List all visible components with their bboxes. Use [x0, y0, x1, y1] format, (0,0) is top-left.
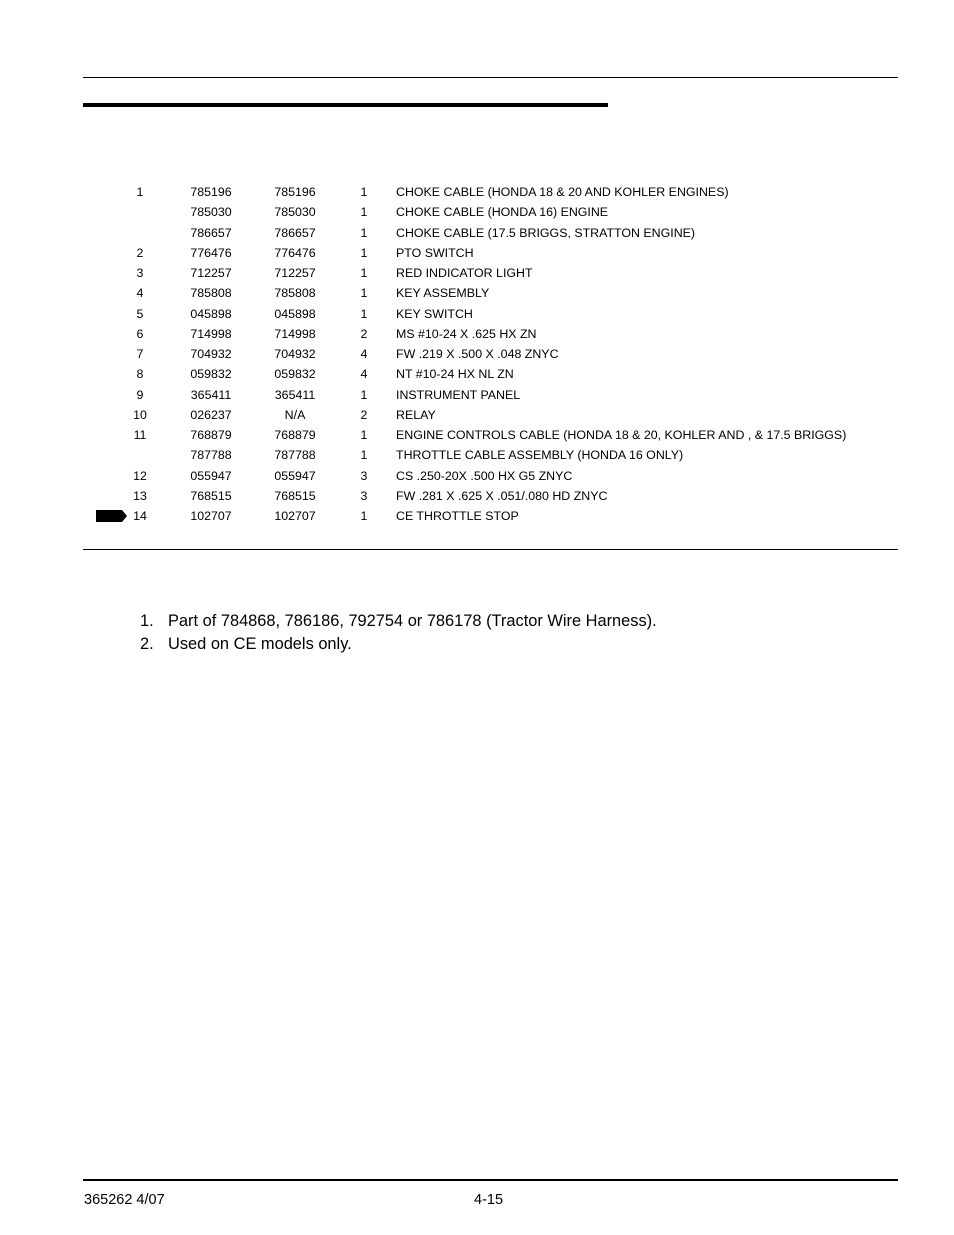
ref-number: 7	[136, 347, 144, 362]
footer-rule	[83, 1179, 898, 1181]
quantity: 1	[360, 225, 368, 240]
quantity: 1	[360, 286, 368, 301]
parts-row	[83, 506, 898, 526]
quantity: 1	[360, 448, 368, 463]
part-number: 785808	[190, 286, 232, 301]
part-number-alt: 785196	[274, 185, 316, 199]
quantity: 1	[360, 306, 368, 321]
part-number-alt: 786657	[274, 225, 316, 240]
description: CE THROTTLE STOP	[396, 509, 519, 524]
parts-row	[83, 304, 898, 324]
part-number: 768515	[190, 488, 232, 503]
parts-row	[83, 263, 898, 283]
part-number: 787788	[190, 448, 232, 463]
ref-number: 11	[133, 428, 147, 443]
parts-row	[83, 405, 898, 425]
part-number-alt: 776476	[274, 245, 316, 260]
description: RED INDICATOR LIGHT	[396, 266, 533, 281]
quantity: 2	[360, 407, 368, 422]
parts-row	[83, 486, 898, 506]
parts-row	[83, 283, 898, 303]
description: KEY SWITCH	[396, 306, 473, 321]
description: CHOKE CABLE (17.5 BRIGGS, STRATTON ENGINE)	[396, 225, 696, 240]
quantity: 2	[360, 326, 368, 341]
table-bottom-rule	[83, 549, 898, 550]
part-number-alt: 059832	[274, 367, 316, 382]
ref-number: 8	[136, 367, 144, 382]
parts-row	[83, 385, 898, 405]
ref-number: 5	[136, 306, 144, 321]
parts-row	[83, 182, 898, 202]
note-text: Used on CE models only.	[168, 634, 352, 653]
part-number: 704932	[190, 347, 232, 362]
part-number: 365411	[190, 387, 232, 402]
quantity: 1	[360, 205, 368, 220]
part-number-alt: 045898	[274, 306, 316, 321]
quantity: 3	[360, 468, 368, 483]
description: CHOKE CABLE (HONDA 18 & 20 AND KOHLER ENGINES)	[396, 185, 729, 199]
ref-number: 3	[136, 266, 144, 281]
description: CHOKE CABLE (HONDA 16) ENGINE	[396, 205, 609, 220]
part-number-alt: 102707	[274, 509, 316, 524]
part-number: 059832	[190, 367, 232, 382]
part-number: 768879	[190, 428, 232, 443]
part-number: 045898	[190, 306, 232, 321]
part-number: 055947	[190, 468, 232, 483]
parts-row	[83, 223, 898, 243]
part-number-alt: 768879	[274, 428, 316, 443]
ref-number: 2	[136, 245, 144, 260]
parts-row	[83, 344, 898, 364]
parts-row	[83, 466, 898, 486]
parts-row	[83, 364, 898, 384]
part-number: 712257	[190, 266, 232, 281]
part-number-alt: 785808	[274, 286, 316, 301]
document-id: 365262 4/07	[84, 1192, 165, 1208]
quantity: 1	[360, 387, 368, 402]
part-number: 776476	[190, 245, 232, 260]
note-item	[140, 633, 657, 656]
part-number: 714998	[190, 326, 232, 341]
note-item	[140, 610, 657, 633]
part-number-alt: 787788	[274, 448, 316, 463]
ref-number: 14	[133, 509, 147, 524]
part-number-alt: 768515	[274, 488, 316, 503]
ref-number: 13	[133, 488, 147, 503]
note-number: 1.	[140, 612, 154, 630]
part-number-alt: 055947	[274, 468, 316, 483]
parts-row	[83, 243, 898, 263]
description: FW .219 X .500 X .048 ZNYC	[396, 347, 559, 362]
parts-row	[83, 324, 898, 344]
description: ENGINE CONTROLS CABLE (HONDA 18 & 20, KOHLER AND , & 17.5 BRIGGS)	[396, 428, 847, 443]
description: CS .250-20X .500 HX G5 ZNYC	[396, 468, 573, 483]
ref-number: 10	[133, 407, 147, 422]
description: KEY ASSEMBLY	[396, 286, 490, 301]
ref-number: 12	[133, 468, 147, 483]
description: MS #10-24 X .625 HX ZN	[396, 326, 537, 341]
description: FW .281 X .625 X .051/.080 HD ZNYC	[396, 488, 608, 503]
ref-number: 1	[136, 185, 144, 199]
part-number: 786657	[190, 225, 232, 240]
quantity: 1	[360, 509, 368, 524]
note-text: Part of 784868, 786186, 792754 or 786178 (Tractor Wire Harness).	[168, 612, 657, 630]
part-number: 026237	[190, 407, 232, 422]
part-number-alt: 714998	[274, 326, 316, 341]
part-number-alt: N/A	[284, 407, 306, 422]
page-number: 4-15	[474, 1192, 504, 1208]
part-number-alt: 704932	[274, 347, 316, 362]
description: RELAY	[396, 407, 436, 422]
quantity: 4	[360, 367, 368, 382]
part-number: 102707	[190, 509, 232, 524]
quantity: 3	[360, 488, 368, 503]
parts-list-table	[83, 182, 898, 527]
part-number-alt: 785030	[274, 205, 316, 220]
quantity: 1	[360, 185, 368, 199]
quantity: 1	[360, 428, 368, 443]
parts-row	[83, 202, 898, 222]
description: THROTTLE CABLE ASSEMBLY (HONDA 16 ONLY)	[396, 448, 684, 463]
ref-number: 4	[136, 286, 144, 301]
header-rule	[83, 77, 898, 78]
ref-number: 9	[136, 387, 144, 402]
quantity: 4	[360, 347, 368, 362]
quantity: 1	[360, 266, 368, 281]
part-number-alt: 712257	[274, 266, 316, 281]
part-number: 785196	[190, 185, 232, 199]
notes-list	[140, 610, 657, 655]
description: NT #10-24 HX NL ZN	[396, 367, 514, 382]
note-number: 2.	[140, 634, 154, 653]
description: PTO SWITCH	[396, 245, 474, 260]
description: INSTRUMENT PANEL	[396, 387, 521, 402]
part-number: 785030	[190, 205, 232, 220]
part-number-alt: 365411	[274, 387, 316, 402]
parts-row	[83, 445, 898, 465]
quantity: 1	[360, 245, 368, 260]
title-rule	[83, 103, 608, 107]
ref-number: 6	[136, 326, 144, 341]
parts-row	[83, 425, 898, 445]
